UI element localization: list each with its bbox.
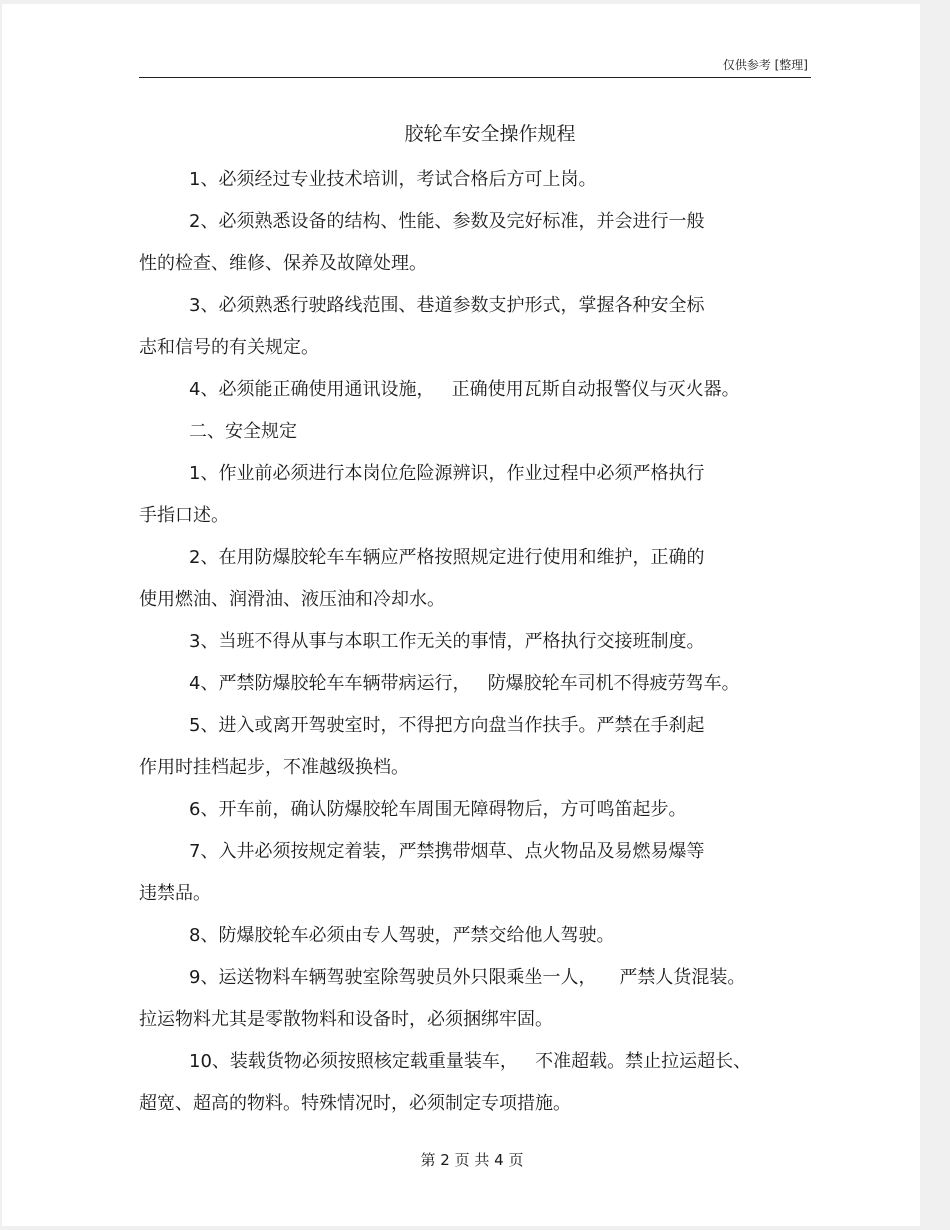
document-title: 胶轮车安全操作规程 <box>404 123 576 145</box>
page-footer: 第 2 页 共 4 页 <box>420 1151 524 1169</box>
text-line: 2、必须熟悉设备的结构、性能、参数及完好标准，并会进行一般 <box>189 211 705 232</box>
text-line: 拉运物料尤其是零散物料和设备时，必须捆绑牢固。 <box>139 1009 553 1030</box>
text-line: 使用燃油、润滑油、液压油和冷却水。 <box>139 589 445 610</box>
document-body <box>139 159 819 1125</box>
text-line: 违禁品。 <box>139 883 211 904</box>
text-line: 2、在用防爆胶轮车车辆应严格按照规定进行使用和维护，正确的 <box>189 547 705 568</box>
text-line: 4、严禁防爆胶轮车车辆带病运行， 防爆胶轮车司机不得疲劳驾车。 <box>189 673 740 694</box>
header-note: 仅供参考 [整理] <box>722 58 808 72</box>
header-divider <box>139 77 811 78</box>
text-line: 超宽、超高的物料。特殊情况时，必须制定专项措施。 <box>139 1093 571 1114</box>
text-line: 7、入井必须按规定着装，严禁携带烟草、点火物品及易燃易爆等 <box>189 841 705 862</box>
text-line: 3、当班不得从事与本职工作无关的事情，严格执行交接班制度。 <box>189 631 705 652</box>
text-line: 作用时挂档起步，不准越级换档。 <box>139 757 409 778</box>
text-line: 9、运送物料车辆驾驶室除驾驶员外只限乘坐一人， 严禁人货混装。 <box>189 967 746 988</box>
text-line: 3、必须熟悉行驶路线范围、巷道参数支护形式，掌握各种安全标 <box>189 295 705 316</box>
document-page <box>2 4 920 1226</box>
text-line: 10、装载货物必须按照核定载重量装车， 不准超载。禁止拉运超长、 <box>189 1051 752 1072</box>
text-line: 5、进入或离开驾驶室时，不得把方向盘当作扶手。严禁在手刹起 <box>189 715 705 736</box>
text-line: 8、防爆胶轮车必须由专人驾驶，严禁交给他人驾驶。 <box>189 925 615 946</box>
text-line: 性的检查、维修、保养及故障处理。 <box>139 253 427 274</box>
text-line: 志和信号的有关规定。 <box>139 337 319 358</box>
text-line: 6、开车前，确认防爆胶轮车周围无障碍物后，方可鸣笛起步。 <box>189 799 687 820</box>
text-line: 1、必须经过专业技术培训，考试合格后方可上岗。 <box>189 169 597 190</box>
section-heading: 二、安全规定 <box>189 421 297 442</box>
text-line: 手指口述。 <box>139 505 229 526</box>
text-line: 1、作业前必须进行本岗位危险源辨识，作业过程中必须严格执行 <box>189 463 705 484</box>
text-line: 4、必须能正确使用通讯设施， 正确使用瓦斯自动报警仪与灭火器。 <box>189 379 740 400</box>
